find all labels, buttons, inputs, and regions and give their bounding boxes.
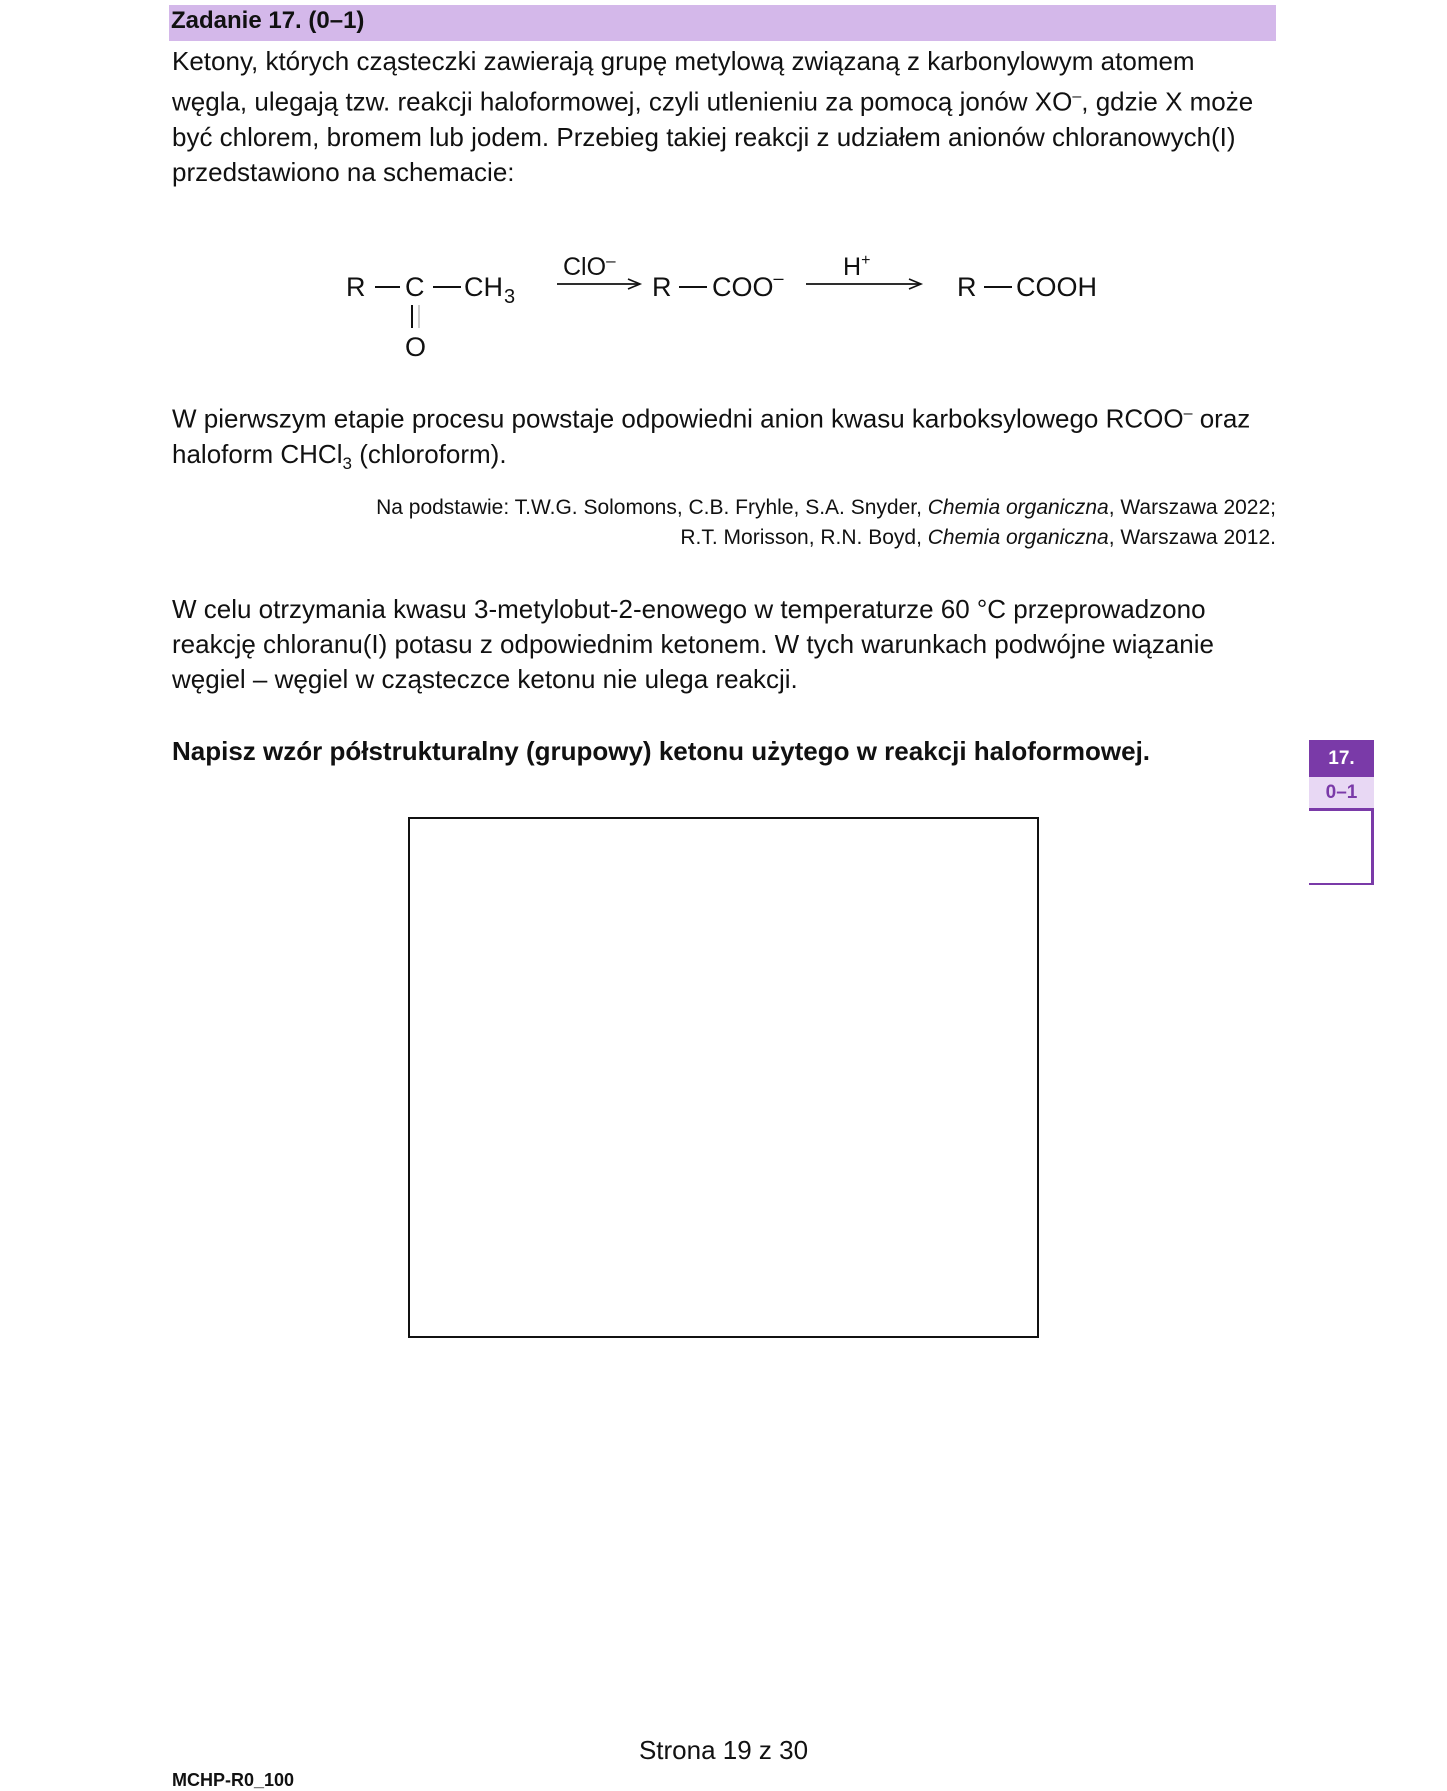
- p2-superscript: –: [1183, 405, 1193, 422]
- product-coo: COO–: [712, 268, 784, 302]
- p2-text-a: W pierwszym etapie procesu powstaje odpowiedni anion kwasu karboksylowego RCOO: [172, 403, 1184, 434]
- scheme-r3: R: [957, 272, 977, 302]
- page-number: Strona 19 z 30: [638, 1735, 809, 1765]
- p2-subscript: 3: [342, 453, 352, 473]
- product-cooh: COOH: [1016, 272, 1097, 302]
- task-title: Zadanie 17. (0–1): [171, 7, 365, 34]
- scheme-ch3-subscript: 3: [504, 286, 516, 308]
- score-range: 0–1: [1309, 777, 1374, 811]
- score-box: [1309, 740, 1374, 885]
- intro-paragraph: [172, 44, 1272, 190]
- scheme-r2: R: [652, 272, 672, 302]
- paragraph-3: W celu otrzymania kwasu 3-metylobut-2-enowego w temperaturze 60 °C przeprowadzono reakcję chloranu(I) potasu z odpowiednim ketonem. W tych warunkach podwójne wiązanie węgiel – węgiel w cząsteczce ketonu nie ulega reakcji.: [172, 594, 1214, 694]
- intro-text-a: Ketony, których cząsteczki zawierają grupę metylową związaną z karbonylowym atomem węgla, ulegają tzw. reakcji haloformowej, czyli utlenieniu za pomocą jonów XO: [172, 46, 1195, 117]
- scheme-o: O: [405, 332, 427, 362]
- reagent-h: H+: [843, 252, 871, 281]
- scheme-c: C: [405, 272, 425, 302]
- p2-text-b: oraz haloform CHCl: [172, 403, 1251, 469]
- scheme-r1: R: [346, 272, 366, 302]
- intro-text-b: , gdzie X może być chlorem, bromem lub jodem. Przebieg takiej reakcji z udziałem anionów chloranowych(I) przedstawiono na schemacie:: [172, 86, 1254, 187]
- source-line-2: R.T. Morisson, R.N. Boyd, Chemia organiczna, Warszawa 2012.: [680, 526, 1276, 549]
- reaction-scheme: [0, 240, 1447, 370]
- paragraph-2: [172, 396, 1272, 481]
- reagent-clo: ClO–: [563, 251, 616, 281]
- exam-code: MCHP-R0_100: [172, 1770, 295, 1790]
- p2-text-c: (chloroform).: [351, 438, 507, 469]
- task-instruction: Napisz wzór półstrukturalny (grupowy) ketonu użytego w reakcji haloformowej.: [172, 736, 1151, 766]
- score-task-number: 17.: [1309, 740, 1374, 777]
- scheme-ch: CH: [464, 272, 503, 302]
- score-cell[interactable]: [1309, 811, 1374, 885]
- intro-superscript: –: [1072, 88, 1082, 105]
- source-line-1: Na podstawie: T.W.G. Solomons, C.B. Fryhle, S.A. Snyder, Chemia organiczna, Warszawa 2022;: [376, 496, 1276, 519]
- answer-box[interactable]: [408, 817, 1039, 1338]
